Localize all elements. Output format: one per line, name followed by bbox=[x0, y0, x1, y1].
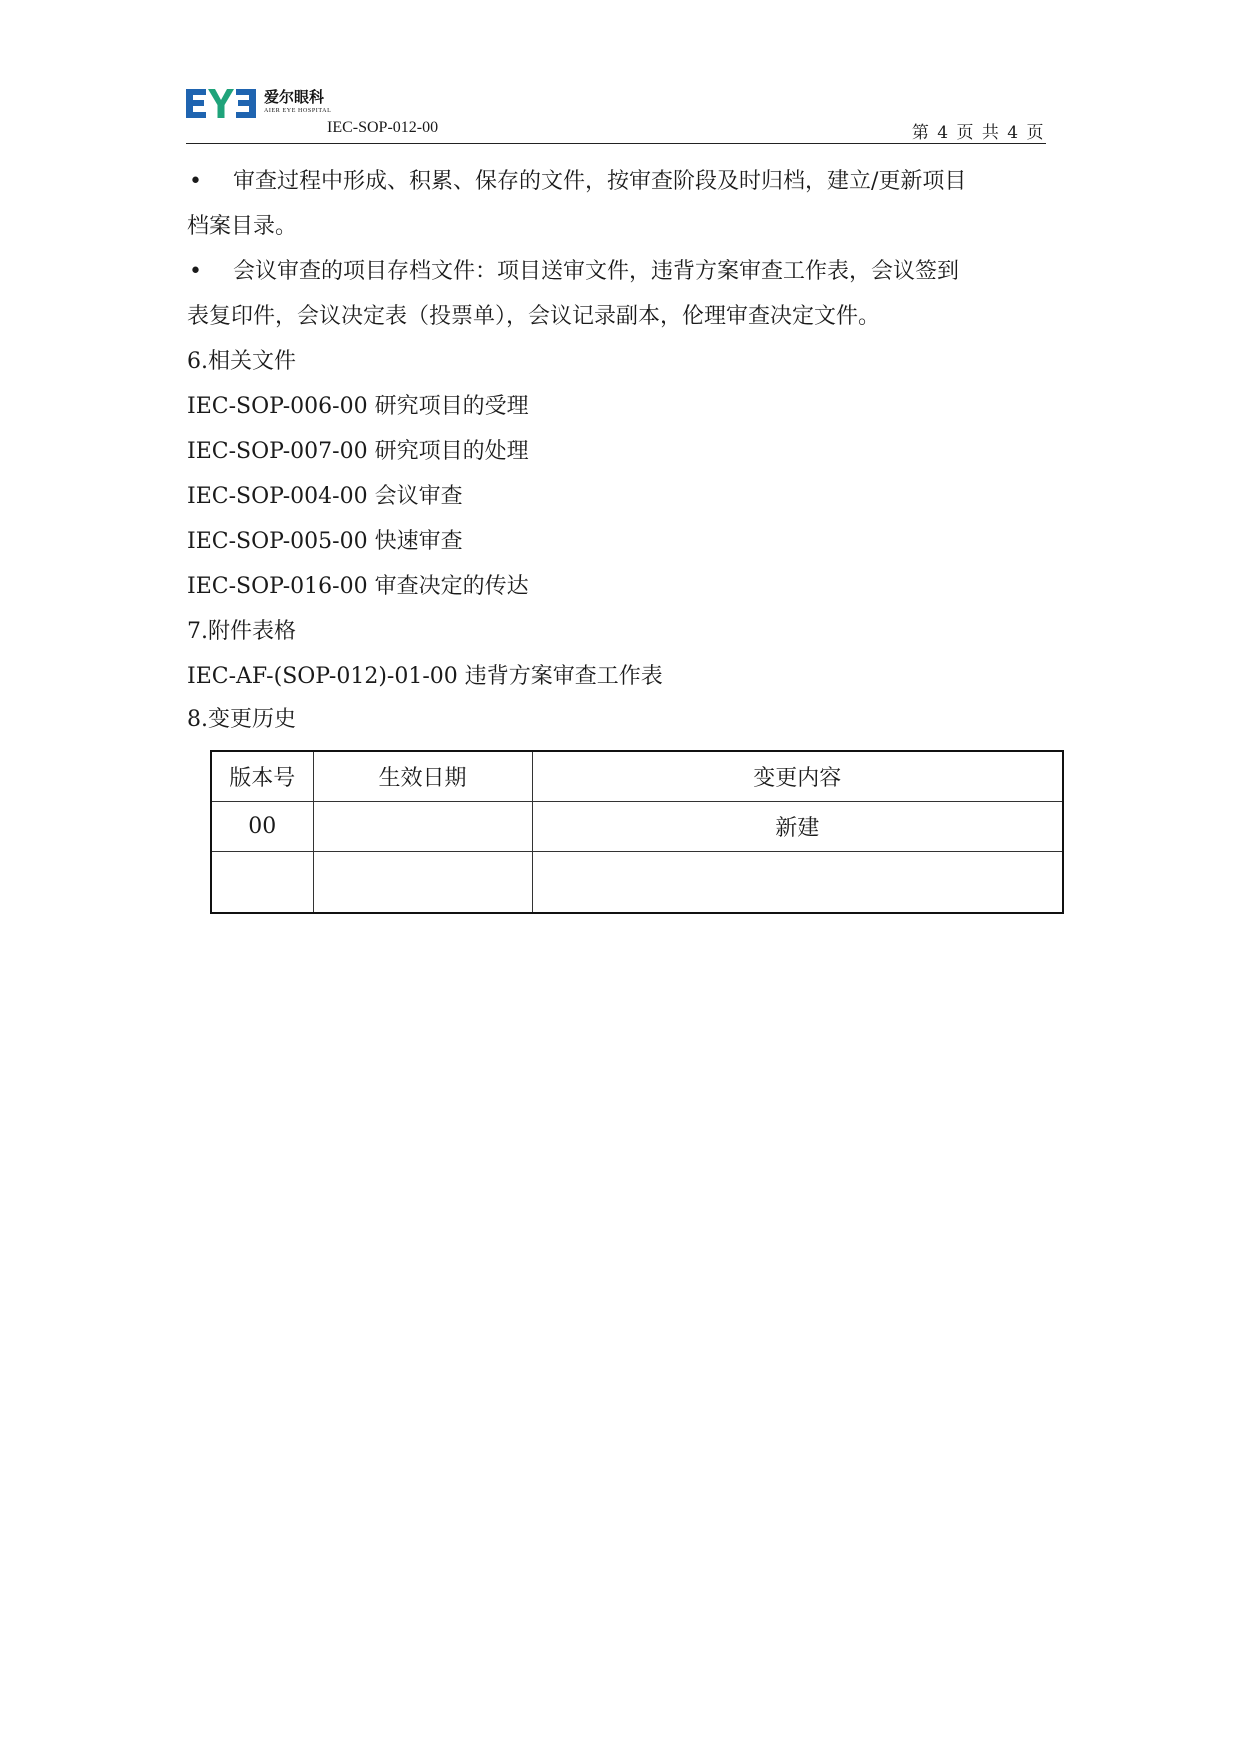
page-number: 第 4 页 共 4 页 bbox=[911, 123, 1045, 143]
logo-english-text: AIER EYE HOSPITAL bbox=[264, 108, 332, 114]
change-history-table bbox=[210, 750, 1064, 914]
table-row bbox=[212, 801, 1062, 851]
section-8-title: 8.变更历史 bbox=[187, 707, 296, 732]
bullet-item-2-line-1: • 会议审查的项目存档文件：项目送审文件，违背方案审查工作表，会议签到 bbox=[189, 259, 960, 284]
table-cell: 00 bbox=[212, 801, 313, 851]
header-divider bbox=[186, 143, 1046, 144]
document-code: IEC-SOP-012-00 bbox=[327, 119, 439, 136]
attachment-item: IEC-AF-(SOP-012)-01-00 违背方案审查工作表 bbox=[187, 664, 663, 689]
related-doc-item: IEC-SOP-005-00 快速审查 bbox=[187, 529, 463, 554]
related-doc-item: IEC-SOP-004-00 会议审查 bbox=[187, 484, 463, 509]
table-cell bbox=[532, 851, 1062, 912]
bullet-item-1-line-2: 档案目录。 bbox=[187, 214, 298, 239]
bullet-icon: • bbox=[189, 169, 202, 194]
bullet-icon: • bbox=[189, 259, 202, 284]
table-cell bbox=[313, 801, 532, 851]
logo-chinese-text: 爱尔眼科 bbox=[264, 88, 325, 106]
header-cell-change-content: 变更内容 bbox=[532, 752, 1062, 801]
section-6-title: 6.相关文件 bbox=[187, 349, 296, 374]
bullet-item-2-line-2: 表复印件，会议决定表（投票单），会议记录副本，伦理审查决定文件。 bbox=[187, 304, 881, 329]
table-cell bbox=[212, 851, 313, 912]
related-doc-item: IEC-SOP-006-00 研究项目的受理 bbox=[187, 394, 529, 419]
related-doc-item: IEC-SOP-016-00 审查决定的传达 bbox=[187, 574, 529, 599]
section-7-title: 7.附件表格 bbox=[187, 619, 296, 644]
table-header-row bbox=[212, 752, 1062, 801]
bullet-item-1-line-1: • 审查过程中形成、积累、保存的文件，按审查阶段及时归档，建立/更新项目 bbox=[189, 169, 967, 194]
table-cell: 新建 bbox=[532, 801, 1062, 851]
header-cell-version: 版本号 bbox=[212, 752, 313, 801]
table-cell bbox=[313, 851, 532, 912]
table-row bbox=[212, 851, 1062, 912]
header-cell-effective-date: 生效日期 bbox=[313, 752, 532, 801]
related-doc-item: IEC-SOP-007-00 研究项目的处理 bbox=[187, 439, 529, 464]
eye-logo-icon bbox=[186, 86, 256, 120]
